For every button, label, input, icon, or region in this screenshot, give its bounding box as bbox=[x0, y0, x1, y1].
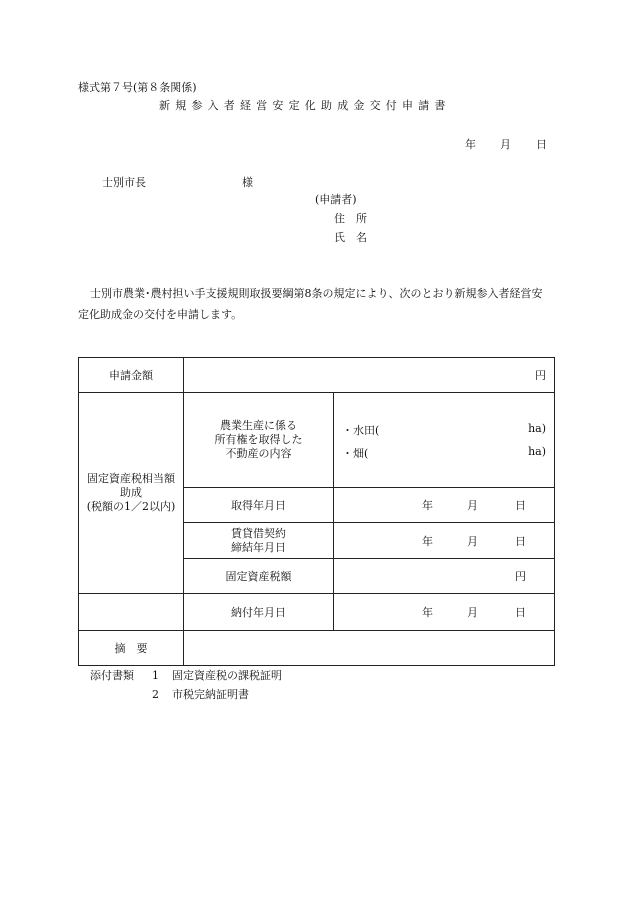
applicant-name-label: 氏 名 bbox=[334, 231, 367, 244]
paddy-label: ・水田( bbox=[342, 424, 380, 437]
application-statement: 士別市農業･農村担い手支援規則取扱要綱第8条の規定により、次のとおり新規参入者経営安定化助成金の交付を申請します。 bbox=[78, 287, 543, 321]
acquired-date-cell[interactable] bbox=[334, 488, 555, 523]
day-unit: 日 bbox=[515, 499, 526, 512]
form-number: 様式第７号(第８条関係) bbox=[78, 81, 197, 94]
acquired-date-label: 取得年月日 bbox=[184, 488, 334, 523]
month-unit: 月 bbox=[467, 534, 478, 548]
addressee-name: 士別市長 bbox=[102, 176, 146, 189]
year-unit: 年 bbox=[422, 606, 433, 619]
yen-unit: 円 bbox=[535, 369, 546, 382]
month-unit: 月 bbox=[467, 606, 478, 619]
request-amount-cell[interactable] bbox=[184, 358, 555, 393]
date-month: 月 bbox=[500, 138, 511, 151]
addressee-honorific: 様 bbox=[242, 176, 253, 189]
remarks-label: 摘 要 bbox=[79, 631, 184, 666]
paid-date-cell[interactable] bbox=[334, 594, 555, 631]
day-unit: 日 bbox=[515, 534, 526, 548]
field-unit: ha) bbox=[528, 445, 546, 458]
property-label: 農業生産に係る 所有権を取得した 不動産の内容 bbox=[184, 393, 334, 488]
yen-unit: 円 bbox=[515, 570, 526, 583]
remarks-cell[interactable] bbox=[184, 631, 555, 666]
request-amount-label: 申請金額 bbox=[79, 358, 184, 393]
tax-amount-label: 固定資産税額 bbox=[184, 559, 334, 594]
page-title: 新規参入者経営安定化助成金交付申請書 bbox=[159, 99, 451, 112]
applicant-heading: (申請者) bbox=[315, 193, 357, 206]
subsidy-label: 固定資産税相当額 助成 (税額の1／2以内) bbox=[79, 393, 184, 594]
day-unit: 日 bbox=[515, 606, 526, 619]
attachment-2-num: 2 bbox=[152, 688, 159, 701]
month-unit: 月 bbox=[467, 499, 478, 512]
application-table bbox=[78, 357, 555, 666]
attachment-2-text: 市税完納証明書 bbox=[172, 688, 249, 701]
lease-date-cell[interactable] bbox=[334, 523, 555, 559]
field-label: ・畑( bbox=[342, 447, 369, 460]
lease-date-label: 賃貸借契約 締結年月日 bbox=[184, 523, 334, 559]
paddy-unit: ha) bbox=[528, 422, 546, 435]
tax-amount-cell[interactable] bbox=[334, 559, 555, 594]
year-unit: 年 bbox=[422, 534, 433, 548]
attachment-1-text: 固定資産税の課税証明 bbox=[172, 669, 282, 682]
date-day: 日 bbox=[536, 138, 547, 151]
empty-cell bbox=[79, 594, 184, 631]
attachments-label: 添付書類 bbox=[90, 669, 134, 682]
date-year: 年 bbox=[465, 138, 476, 151]
attachment-1-num: 1 bbox=[152, 669, 159, 682]
year-unit: 年 bbox=[422, 499, 433, 512]
property-content-cell[interactable] bbox=[334, 393, 555, 488]
paid-date-label: 納付年月日 bbox=[184, 594, 334, 631]
applicant-address-label: 住 所 bbox=[334, 212, 367, 225]
